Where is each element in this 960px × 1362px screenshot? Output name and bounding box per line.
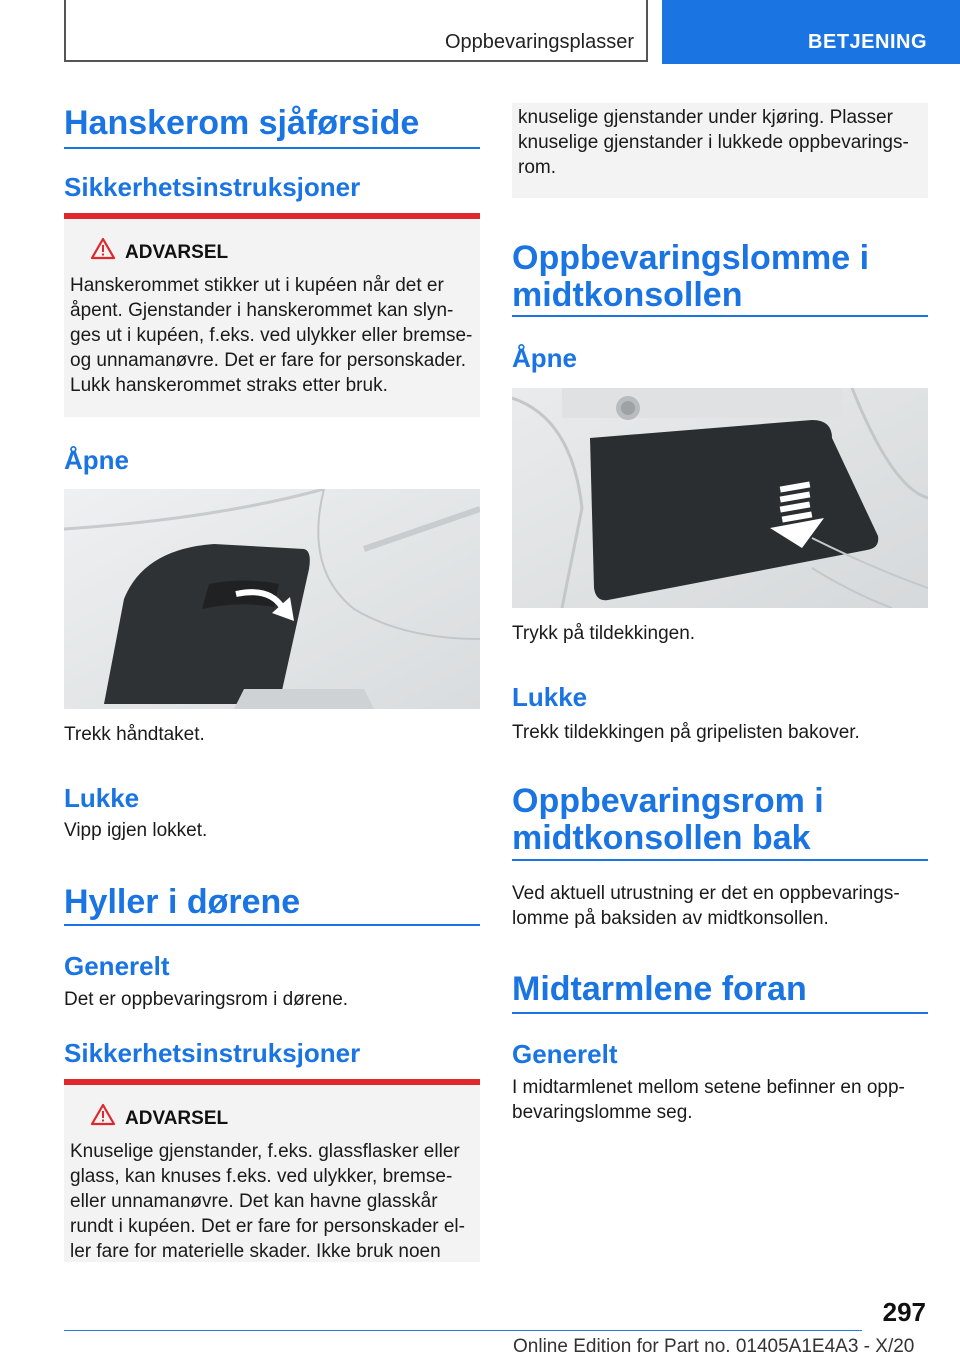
chapter-tab[interactable] (662, 0, 960, 64)
heading-rule (64, 924, 480, 926)
warning-triangle-icon (90, 237, 116, 260)
heading-safety-2: Sikkerhetsinstruksjoner (64, 1038, 361, 1068)
heading-general-right: Generelt (512, 1039, 618, 1069)
warning-title: ADVARSEL (125, 1108, 229, 1129)
footer-edition-text: Online Edition for Part no. 01405A1E4A3 - X/20 (513, 1336, 915, 1357)
heading-safety-1: Sikkerhetsinstruksjoner (64, 172, 361, 202)
heading-open-right: Åpne (512, 343, 577, 373)
heading-armrest: Midtarmlene foran (512, 970, 807, 1008)
heading-console-pocket: Oppbevaringslomme i midtkonsollen (512, 239, 870, 314)
open-caption-right: Trykk på tildekkingen. (512, 623, 696, 644)
warning-box-2 (64, 1085, 480, 1262)
open-caption-left: Trekk håndtaket. (64, 724, 205, 745)
page-number: 297 (882, 1297, 926, 1327)
heading-close-right: Lukke (512, 682, 588, 712)
heading-rule (512, 315, 928, 317)
warning-text: Knuselige gjenstander, f.eks. glassflasker eller glass, kan knuses f.eks. ved ulykker, bremse- eller unnamanøvre. Det kan havne glasskår rundt i kupéen. Det er fare for personskader el- ler fare for materielle skader. Ikke bruk noen (70, 1141, 465, 1262)
heading-rule (64, 147, 480, 149)
warning-text: knuselige gjenstander under kjøring. Plasser knuselige gjenstander i lukkede oppbevarings- rom. (518, 107, 909, 178)
heading-general-left: Generelt (64, 951, 170, 981)
warning-box-1 (64, 219, 480, 417)
heading-rear-storage: Oppbevaringsrom i midtkonsollen bak (512, 782, 824, 857)
chapter-tab-label: BETJENING (808, 31, 927, 53)
armrest-text: I midtarmlenet mellom setene befinner en opp- bevaringslomme seg. (512, 1077, 905, 1123)
section-title: Oppbevaringsplasser (445, 31, 634, 53)
heading-rule (512, 859, 928, 861)
close-text-left: Vipp igjen lokket. (64, 820, 208, 841)
heading-door-shelves: Hyller i dørene (64, 883, 301, 921)
close-text-right: Trekk tildekkingen på gripelisten bakover. (512, 722, 860, 743)
glovebox-image (64, 489, 480, 709)
heading-open-left: Åpne (64, 445, 129, 475)
warning-box-2-continued (512, 103, 928, 198)
heading-close-left: Lukke (64, 783, 140, 813)
console-image (512, 388, 928, 608)
rear-storage-text: Ved aktuell utrustning er det en oppbevarings- lomme på baksiden av midtkonsollen. (512, 883, 900, 929)
header-frame (64, 0, 648, 62)
warning-triangle-icon (90, 1103, 116, 1126)
warning-text: Hanskerommet stikker ut i kupéen når det er åpent. Gjenstander i hanskerommet kan slyn- ges ut i kupéen, f.eks. ved ulykker eller bremse- og unnamanøvre. Det er fare for personskader. Lukk hanskerommet straks etter bruk. (70, 275, 473, 396)
footer-rule (64, 1330, 862, 1331)
general-text-left: Det er oppbevaringsrom i dørene. (64, 989, 349, 1010)
warning-title: ADVARSEL (125, 242, 229, 263)
heading-glovebox: Hanskerom sjåførside (64, 104, 420, 142)
heading-rule (512, 1012, 928, 1014)
